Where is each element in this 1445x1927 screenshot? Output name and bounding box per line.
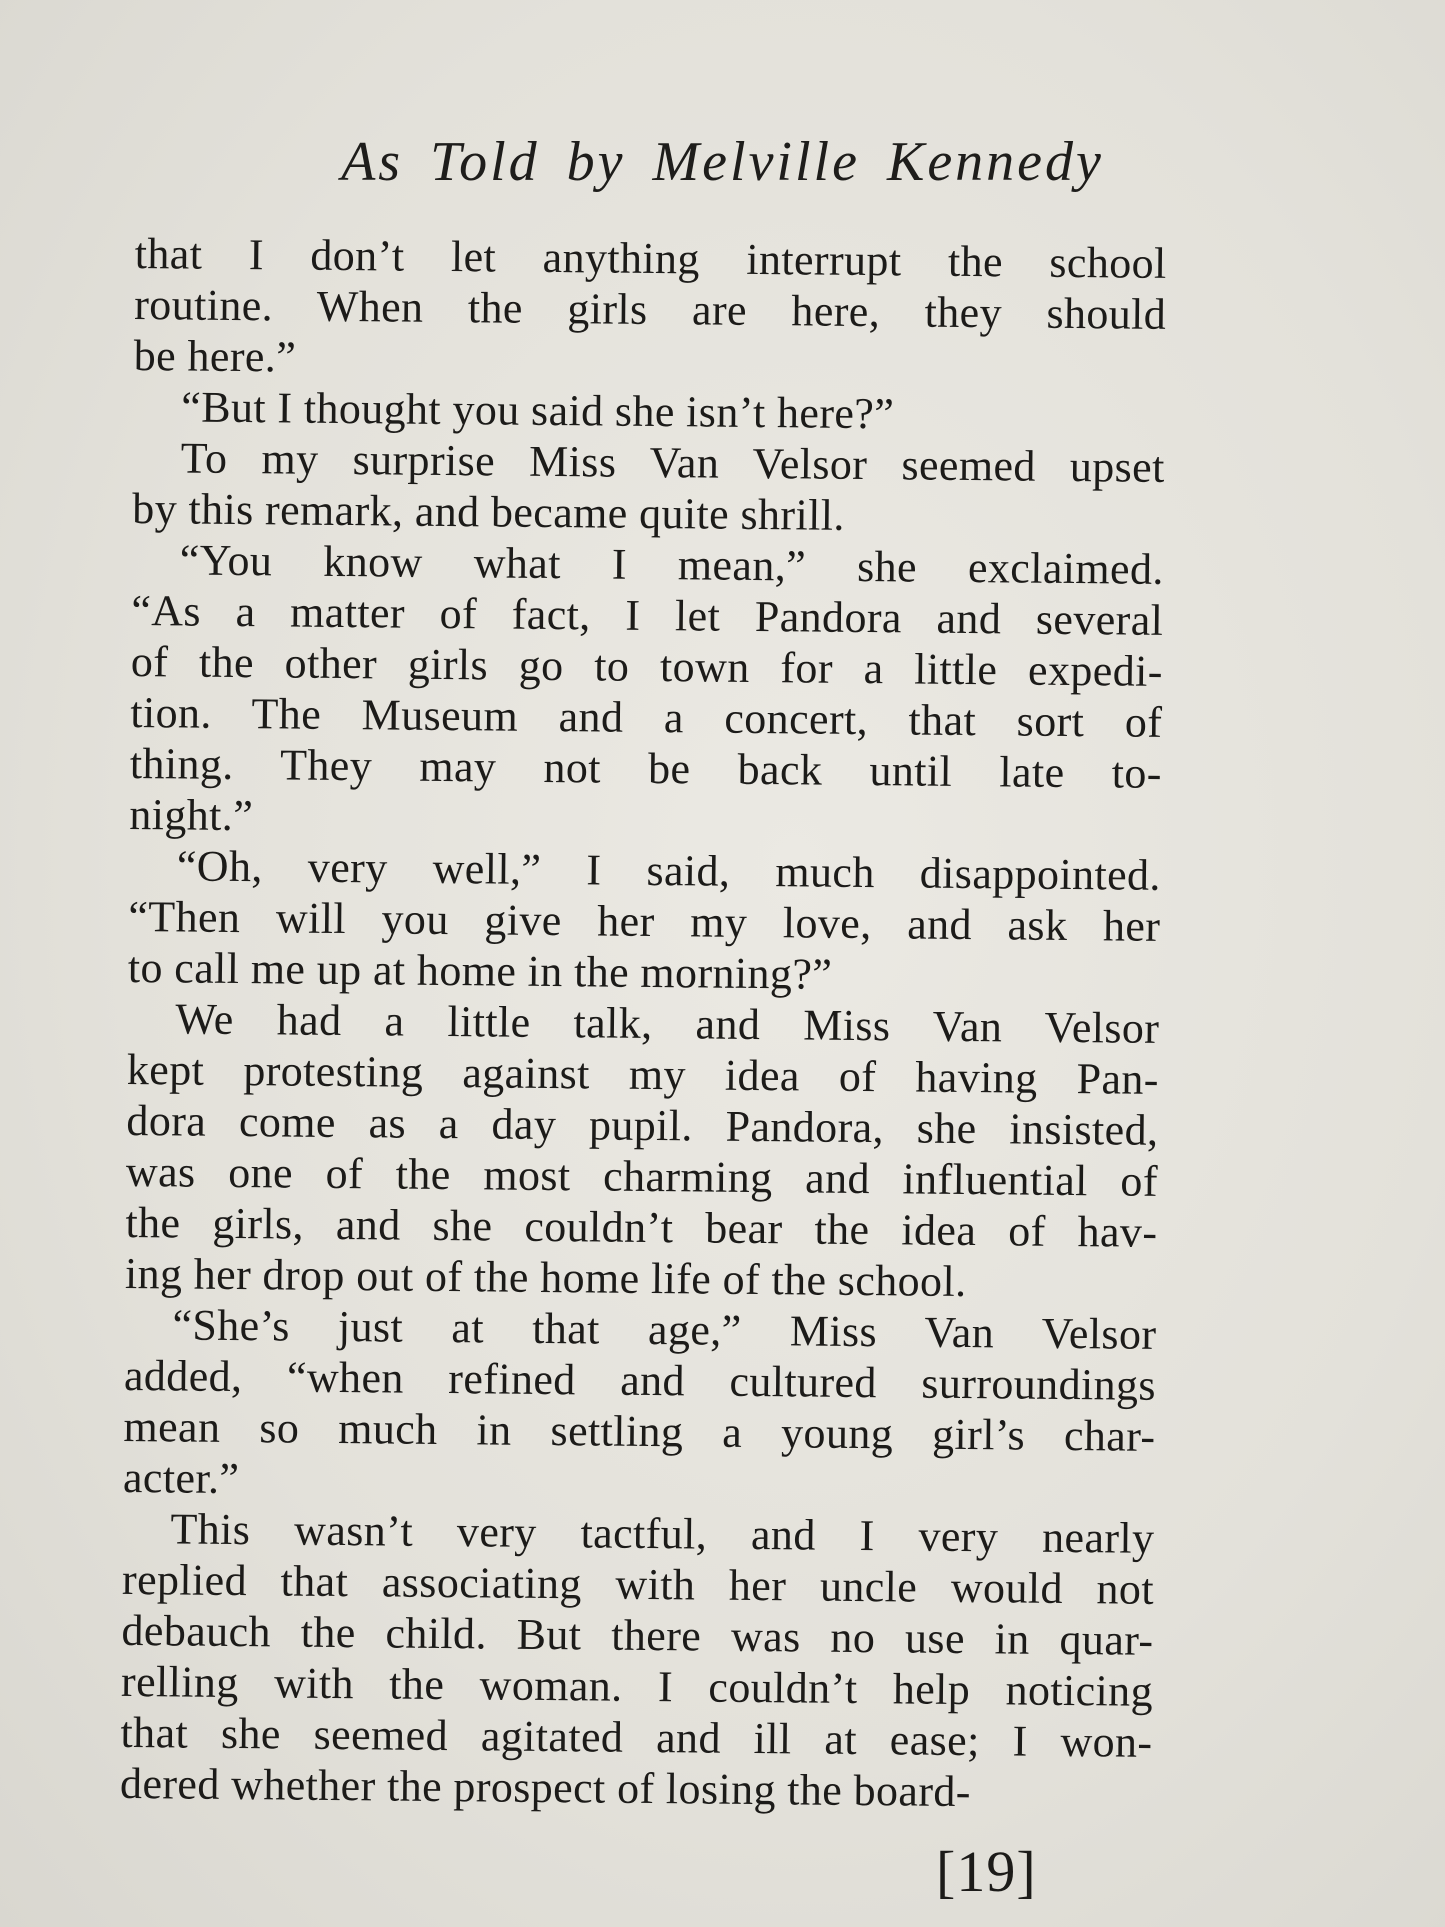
text-line: dered whether the prospect of losing the board- (119, 1758, 972, 1817)
text-line: We had a little talk, and Miss Van Velsor (175, 994, 1160, 1053)
text-line: added, “when refined and cultured surroundings (123, 1350, 1157, 1410)
text-line: routine. When the girls are here, they should (134, 279, 1167, 339)
text-line: ing her drop out of the home life of the school. (124, 1248, 967, 1307)
text-line: relling with the woman. I couldn’t help noticing (120, 1656, 1154, 1716)
text-line: acter.” (122, 1452, 240, 1504)
text-line: kept protesting against my idea of having Pan- (126, 1044, 1160, 1104)
page-number: [19] (936, 1839, 1037, 1904)
text-line: dora come as a day pupil. Pandora, she insisted, (126, 1095, 1159, 1155)
text-line: “You know what I mean,” she exclaimed. (179, 535, 1165, 594)
text-line: mean so much in settling a young girl’s char- (123, 1401, 1156, 1461)
text-line: This wasn’t very tactful, and I very nearly (170, 1504, 1155, 1563)
paragraph (125, 993, 1160, 1309)
text-line: “But I thought you said she isn’t here?” (181, 382, 895, 439)
paragraph (132, 432, 1165, 544)
text-line: “As a matter of fact, I let Pandora and several (131, 585, 1164, 645)
text-line: tion. The Museum and a concert, that sort of (130, 687, 1163, 747)
text-line: be here.” (133, 330, 297, 382)
text-line: “Then will you give her my love, and ask her (128, 891, 1161, 951)
text-line: of the other girls go to town for a little expedi- (130, 636, 1164, 696)
text-line: the girls, and she couldn’t bear the idea of hav- (125, 1197, 1158, 1257)
text-line: night.” (129, 789, 254, 841)
paragraph (134, 228, 1167, 391)
paragraph (128, 840, 1161, 1003)
paragraph (120, 1503, 1155, 1819)
running-head: As Told by Melville Kennedy (341, 131, 1104, 193)
text-line: To my surprise Miss Van Velsor seemed upset (180, 433, 1165, 492)
text-line: “Oh, very well,” I said, much disappointed. (176, 841, 1162, 900)
paragraph (123, 1299, 1157, 1513)
text-line: by this remark, and became quite shrill. (132, 483, 845, 540)
text-line: was one of the most charming and influential of (125, 1146, 1159, 1206)
text-line: replied that associating with her uncle would not (121, 1554, 1155, 1614)
text-line: “She’s just at that age,” Miss Van Velsor (172, 1300, 1157, 1359)
text-line: that she seemed agitated and ill at ease; I won- (120, 1707, 1153, 1767)
text-line: to call me up at home in the morning?” (127, 942, 833, 999)
body-text (120, 228, 1167, 1819)
paragraph (129, 534, 1164, 850)
text-line: that I don’t let anything interrupt the school (134, 228, 1167, 288)
text-line: debauch the child. But there was no use in quar- (121, 1605, 1154, 1665)
text-line: thing. They may not be back until late to- (129, 738, 1163, 798)
